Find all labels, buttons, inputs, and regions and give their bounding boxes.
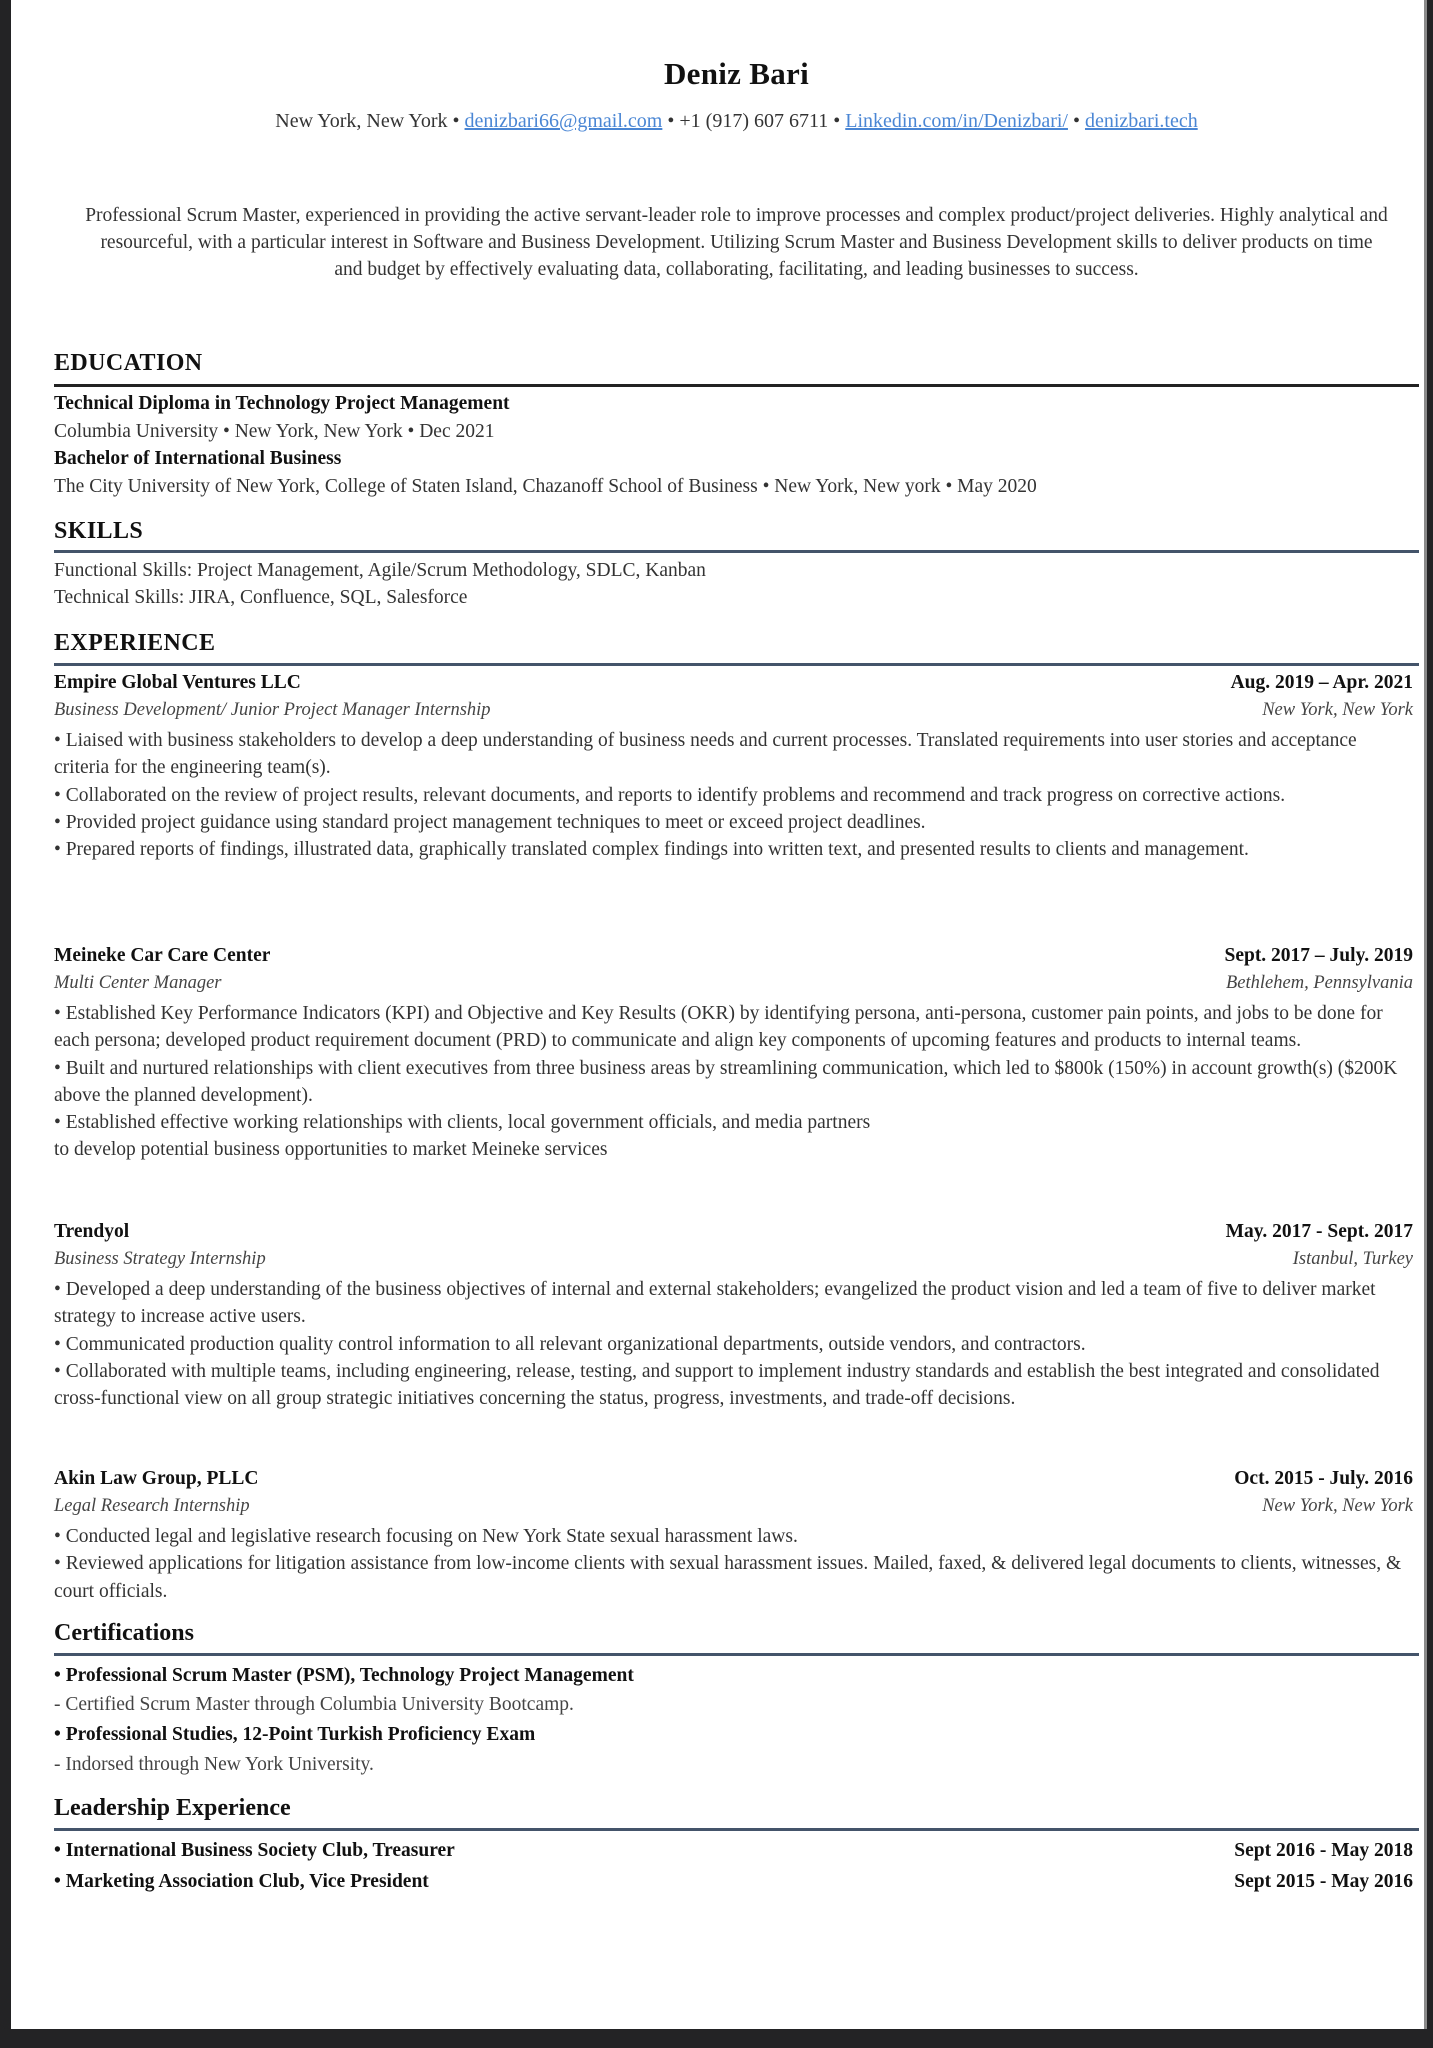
linkedin-link[interactable]: Linkedin.com/in/Denizbari/: [845, 110, 1068, 132]
section-divider: [54, 663, 1419, 666]
company-name: Akin Law Group, PLLC: [54, 1468, 259, 1489]
leadership-role: • Marketing Association Club, Vice President: [54, 1871, 429, 1892]
job-role: Multi Center Manager: [54, 973, 222, 993]
location: New York, New York: [275, 110, 448, 132]
job-subheader: [54, 700, 1419, 721]
job-header: [54, 1468, 1419, 1490]
bullet: • Liaised with business stakeholders to develop a deep understanding of business needs and current processes. Translated requirements into user stories and acceptance criteria for the engineering team(s).: [54, 730, 1357, 779]
education-degree: [54, 448, 1419, 470]
candidate-name: Deniz Bari: [663, 56, 810, 91]
education-details: The City University of New York, College of Staten Island, Chazanoff School of Business • New York, New york • May 2020: [54, 476, 1037, 497]
degree-title: Bachelor of International Business: [54, 448, 342, 469]
bullet: • Established effective working relationships with clients, local government officials, and media partners: [54, 1112, 871, 1134]
leadership-role: • International Business Society Club, Treasurer: [54, 1840, 455, 1861]
job-role: Business Development/ Junior Project Manager Internship: [54, 700, 491, 720]
separator: •: [662, 110, 680, 132]
email-link[interactable]: denizbari66@gmail.com: [464, 110, 663, 132]
phone: +1 (917) 607 6711: [679, 110, 829, 132]
bullet: • Communicated production quality control information to all relevant organizational departments, outside vendors, and contractors.: [54, 1333, 1086, 1355]
section-divider: [54, 1828, 1419, 1831]
job-role: Business Strategy Internship: [54, 1249, 266, 1269]
certification-detail: - Certified Scrum Master through Columbia University Bootcamp.: [54, 1694, 574, 1715]
bullet: • Conducted legal and legislative research focusing on New York State sexual harassment laws.: [54, 1526, 798, 1547]
separator: •: [1067, 110, 1085, 132]
certification-title: • Professional Studies, 12-Point Turkish Proficiency Exam: [54, 1724, 536, 1745]
certification-detail: - Indorsed through New York University.: [54, 1754, 374, 1775]
job-bullets: [54, 1276, 1414, 1412]
job-bullets: [54, 1523, 1414, 1605]
resume-page: [11, 0, 1427, 2029]
section-divider: [54, 550, 1419, 553]
job-location: Istanbul, Turkey: [1292, 1249, 1413, 1269]
job-header: [54, 672, 1419, 694]
contact-line: [54, 110, 1419, 133]
section-divider: [54, 1653, 1419, 1656]
education-degree: [54, 393, 1419, 415]
job-bullets: [54, 1000, 1414, 1164]
bullet: • Reviewed applications for litigation assistance from low-income clients with sexual harassment issues. Mailed, faxed, & delivered legal documents to clients, witnesses, & court officials.: [54, 1553, 1402, 1602]
job-dates: Aug. 2019 – Apr. 2021: [1230, 672, 1413, 693]
leadership-item: [54, 1871, 1419, 1893]
leadership-dates: Sept 2015 - May 2016: [1234, 1871, 1413, 1892]
job-role: Legal Research Internship: [54, 1496, 250, 1516]
job-subheader: [54, 973, 1419, 994]
section-title-certifications: Certifications: [54, 1620, 194, 1646]
job-header: [54, 945, 1419, 967]
section-divider: [54, 384, 1419, 387]
skills-technical: Technical Skills: JIRA, Confluence, SQL, Salesforce: [54, 587, 468, 608]
separator: •: [447, 110, 465, 132]
job-location: New York, New York: [1262, 1496, 1413, 1516]
degree-title: Technical Diploma in Technology Project Management: [54, 393, 510, 414]
professional-summary: Professional Scrum Master, experienced in providing the active servant-leader role to improve processes and complex product/project deliveries. Highly analytical and resourceful, with a particular interest in Software and Business Development. Utilizing Scrum Master and Business Development skills to deliver products on time and budget by effectively evaluating data, collaborating, facilitating, and leading businesses to success.: [85, 205, 1388, 280]
separator: •: [828, 110, 846, 132]
education-details: Columbia University • New York, New York • Dec 2021: [54, 421, 495, 442]
bullet: • Built and nurtured relationships with client executives from three business areas by streamlining communication, which led to $800k (150%) in account growth(s) ($200K above the planned development).: [54, 1057, 1398, 1106]
job-subheader: [54, 1496, 1419, 1517]
bullet: to develop potential business opportunities to market Meineke services: [54, 1139, 608, 1161]
bullet: • Established Key Performance Indicators (KPI) and Objective and Key Results (OKR) by identifying persona, anti-persona, customer pain points, and jobs to be done for each persona; developed product requirement document (PRD) to communicate and align key components of upcoming features and products to internal teams.: [54, 1003, 1383, 1052]
leadership-item: [54, 1840, 1419, 1862]
leadership-dates: Sept 2016 - May 2018: [1234, 1840, 1413, 1861]
company-name: Meineke Car Care Center: [54, 945, 271, 966]
bullet: • Collaborated on the review of project results, relevant documents, and reports to identify problems and recommend and track progress on corrective actions.: [54, 784, 1286, 806]
section-title-skills: SKILLS: [54, 518, 144, 544]
job-bullets: [54, 727, 1414, 863]
bullet: • Provided project guidance using standard project management techniques to meet or exceed project deadlines.: [54, 811, 926, 833]
bullet: • Developed a deep understanding of the business objectives of internal and external stakeholders; evangelized the product vision and led a team of five to deliver market strategy to increase active users.: [54, 1279, 1376, 1328]
section-title-education: EDUCATION: [54, 350, 203, 376]
job-header: [54, 1221, 1419, 1243]
company-name: Empire Global Ventures LLC: [54, 672, 301, 693]
job-dates: Oct. 2015 - July. 2016: [1234, 1468, 1413, 1489]
company-name: Trendyol: [54, 1221, 130, 1242]
job-dates: May. 2017 - Sept. 2017: [1225, 1221, 1413, 1242]
bullet: • Collaborated with multiple teams, including engineering, release, testing, and support to implement industry standards and establish the best integrated and consolidated cross-functional view on all group strategic initiatives concerning the status, progress, investments, and trade-off decisions.: [54, 1360, 1380, 1410]
skills-functional: Functional Skills: Project Management, Agile/Scrum Methodology, SDLC, Kanban: [54, 560, 706, 581]
job-location: Bethlehem, Pennsylvania: [1226, 973, 1413, 993]
section-title-leadership: Leadership Experience: [54, 1795, 291, 1821]
job-location: New York, New York: [1262, 700, 1413, 720]
website-link[interactable]: denizbari.tech: [1084, 110, 1198, 132]
bullet: • Prepared reports of findings, illustrated data, graphically translated complex findings into written text, and presented results to clients and management.: [54, 839, 1249, 861]
certification-title: • Professional Scrum Master (PSM), Technology Project Management: [54, 1665, 634, 1686]
section-title-experience: EXPERIENCE: [54, 630, 216, 656]
job-subheader: [54, 1249, 1419, 1270]
job-dates: Sept. 2017 – July. 2019: [1224, 945, 1413, 966]
